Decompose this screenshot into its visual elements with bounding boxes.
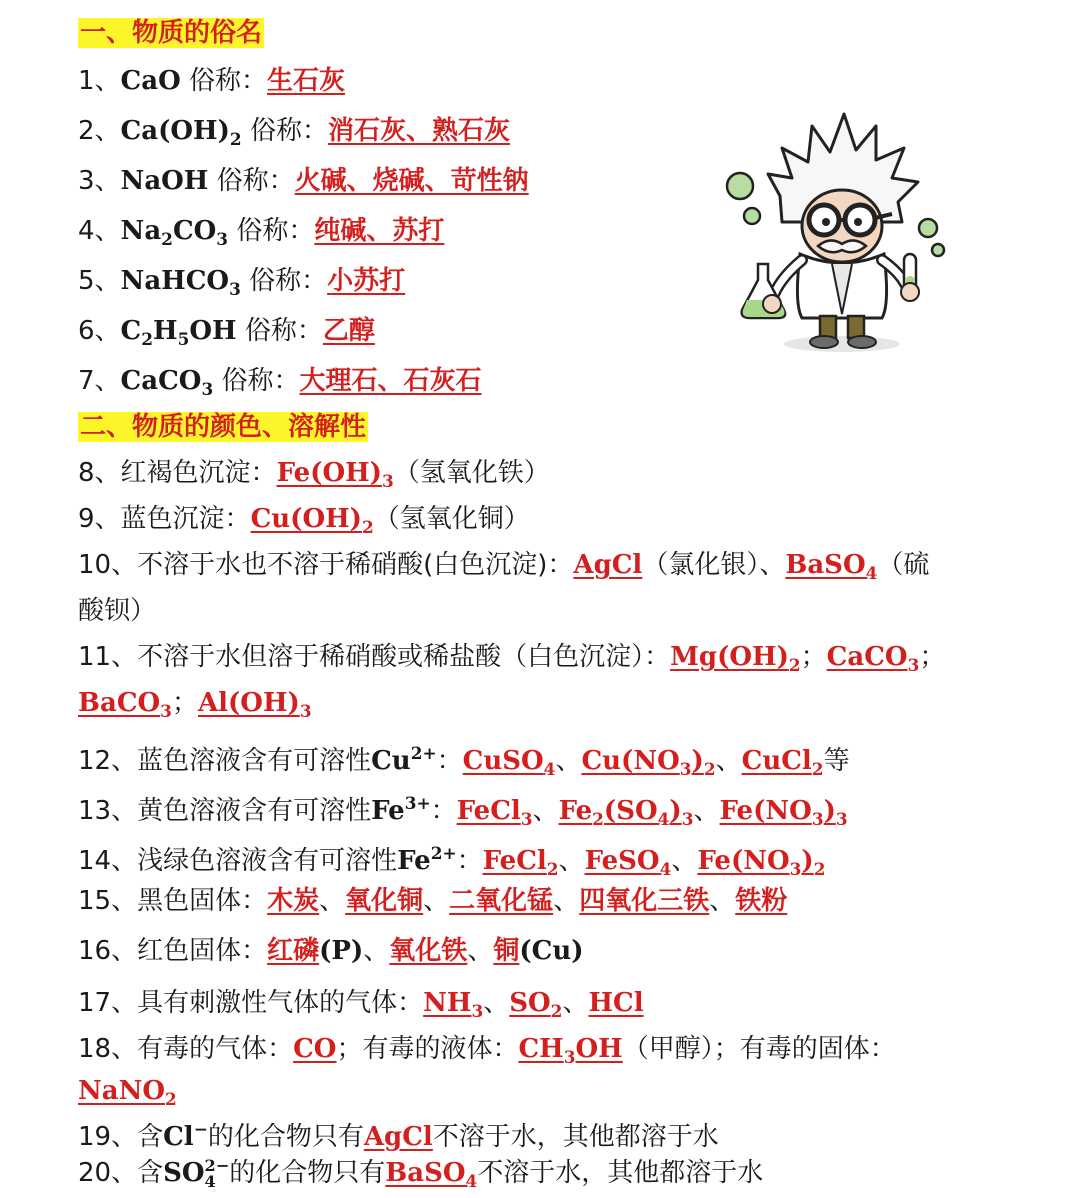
- section-title-colors: 二、物质的颜色、溶解性: [80, 412, 367, 442]
- item-17: 17、具有刺激性气体的气体：$NH_3$、$SO_2$、HCl: [78, 988, 644, 1021]
- item-7: 7、CaCO$_3$ 俗称：大理石、石灰石: [78, 366, 482, 399]
- item-20: 20、含SO 2− 4 的化合物只有BaSO$_4$不溶于水，其他都溶于水: [78, 1155, 764, 1191]
- item-4: 4、$Na_2CO_3$ 俗称：纯碱、苏打: [78, 216, 445, 249]
- item-10: 10、不溶于水也不溶于稀硝酸(白色沉淀)：AgCl（氯化银）、BaSO$_4$（硫: [78, 550, 930, 583]
- item-13: 13、黄色溶液含有可溶性$Fe^{3+}$：FeCl$_3$、$Fe_2(SO_4)_3$、$Fe(NO_3)_3$: [78, 793, 848, 830]
- item-1: 1、CaO 俗称：生石灰: [78, 66, 346, 96]
- answer-5: 小苏打: [327, 266, 406, 296]
- answer-3: 火碱、烧碱、苛性钠: [294, 166, 529, 196]
- item-9: 9、蓝色沉淀：$Cu(OH)_2$（氢氧化铜）: [78, 504, 530, 537]
- item-6: 6、$C_2H_5OH$ 俗称：乙醇: [78, 316, 375, 349]
- scientist-icon: [722, 104, 952, 360]
- item-15: 15、黑色固体：木炭、氧化铜、二氧化锰、四氧化三铁、铁粉: [78, 886, 788, 916]
- section-title-names: 一、物质的俗名: [80, 18, 263, 48]
- item-16: 16、红色固体：红磷(P)、氧化铁、铜(Cu): [78, 936, 584, 966]
- answer-6: 乙醇: [322, 316, 375, 346]
- item-11: 11、不溶于水但溶于稀硝酸或稀盐酸（白色沉淀）：$Mg(OH)_2$；CaCO$_3$；: [78, 642, 946, 675]
- item-18: 18、有毒的气体：CO；有毒的液体：$CH_3OH$（甲醇）；有毒的固体：: [78, 1034, 896, 1067]
- item-14: 14、浅绿色溶液含有可溶性$Fe^{2+}$：FeCl$_2$、FeSO$_4$、$Fe(NO_3)_2$: [78, 843, 826, 880]
- item-8: 8、红褐色沉淀：$Fe(OH)_3$（氢氧化铁）: [78, 458, 550, 491]
- item-10-cont: 酸钡）: [78, 596, 157, 626]
- answer-8: $Fe(OH)_3$: [276, 458, 394, 491]
- item-19: 19、含Cl−的化合物只有AgCl不溶于水，其他都溶于水: [78, 1119, 719, 1153]
- answer-2: 消石灰、熟石灰: [327, 116, 510, 146]
- item-3: 3、NaOH 俗称：火碱、烧碱、苛性钠: [78, 166, 529, 196]
- answer-4: 纯碱、苏打: [314, 216, 445, 246]
- answer-9: $Cu(OH)_2$: [250, 504, 374, 537]
- answer-7: 大理石、石灰石: [299, 366, 482, 396]
- item-5: 5、NaHCO$_3$ 俗称：小苏打: [78, 266, 406, 299]
- item-11-cont: BaCO$_3$；$Al(OH)_3$: [78, 688, 312, 721]
- item-18-cont: NaNO$_2$: [78, 1076, 177, 1109]
- answer-1: 生石灰: [267, 66, 346, 96]
- item-12: 12、蓝色溶液含有可溶性$Cu^{2+}$：CuSO$_4$、$Cu(NO_3)_2$、CuCl$_2$等: [78, 743, 850, 780]
- item-2: 2、$Ca(OH)_2$ 俗称：消石灰、熟石灰: [78, 116, 510, 149]
